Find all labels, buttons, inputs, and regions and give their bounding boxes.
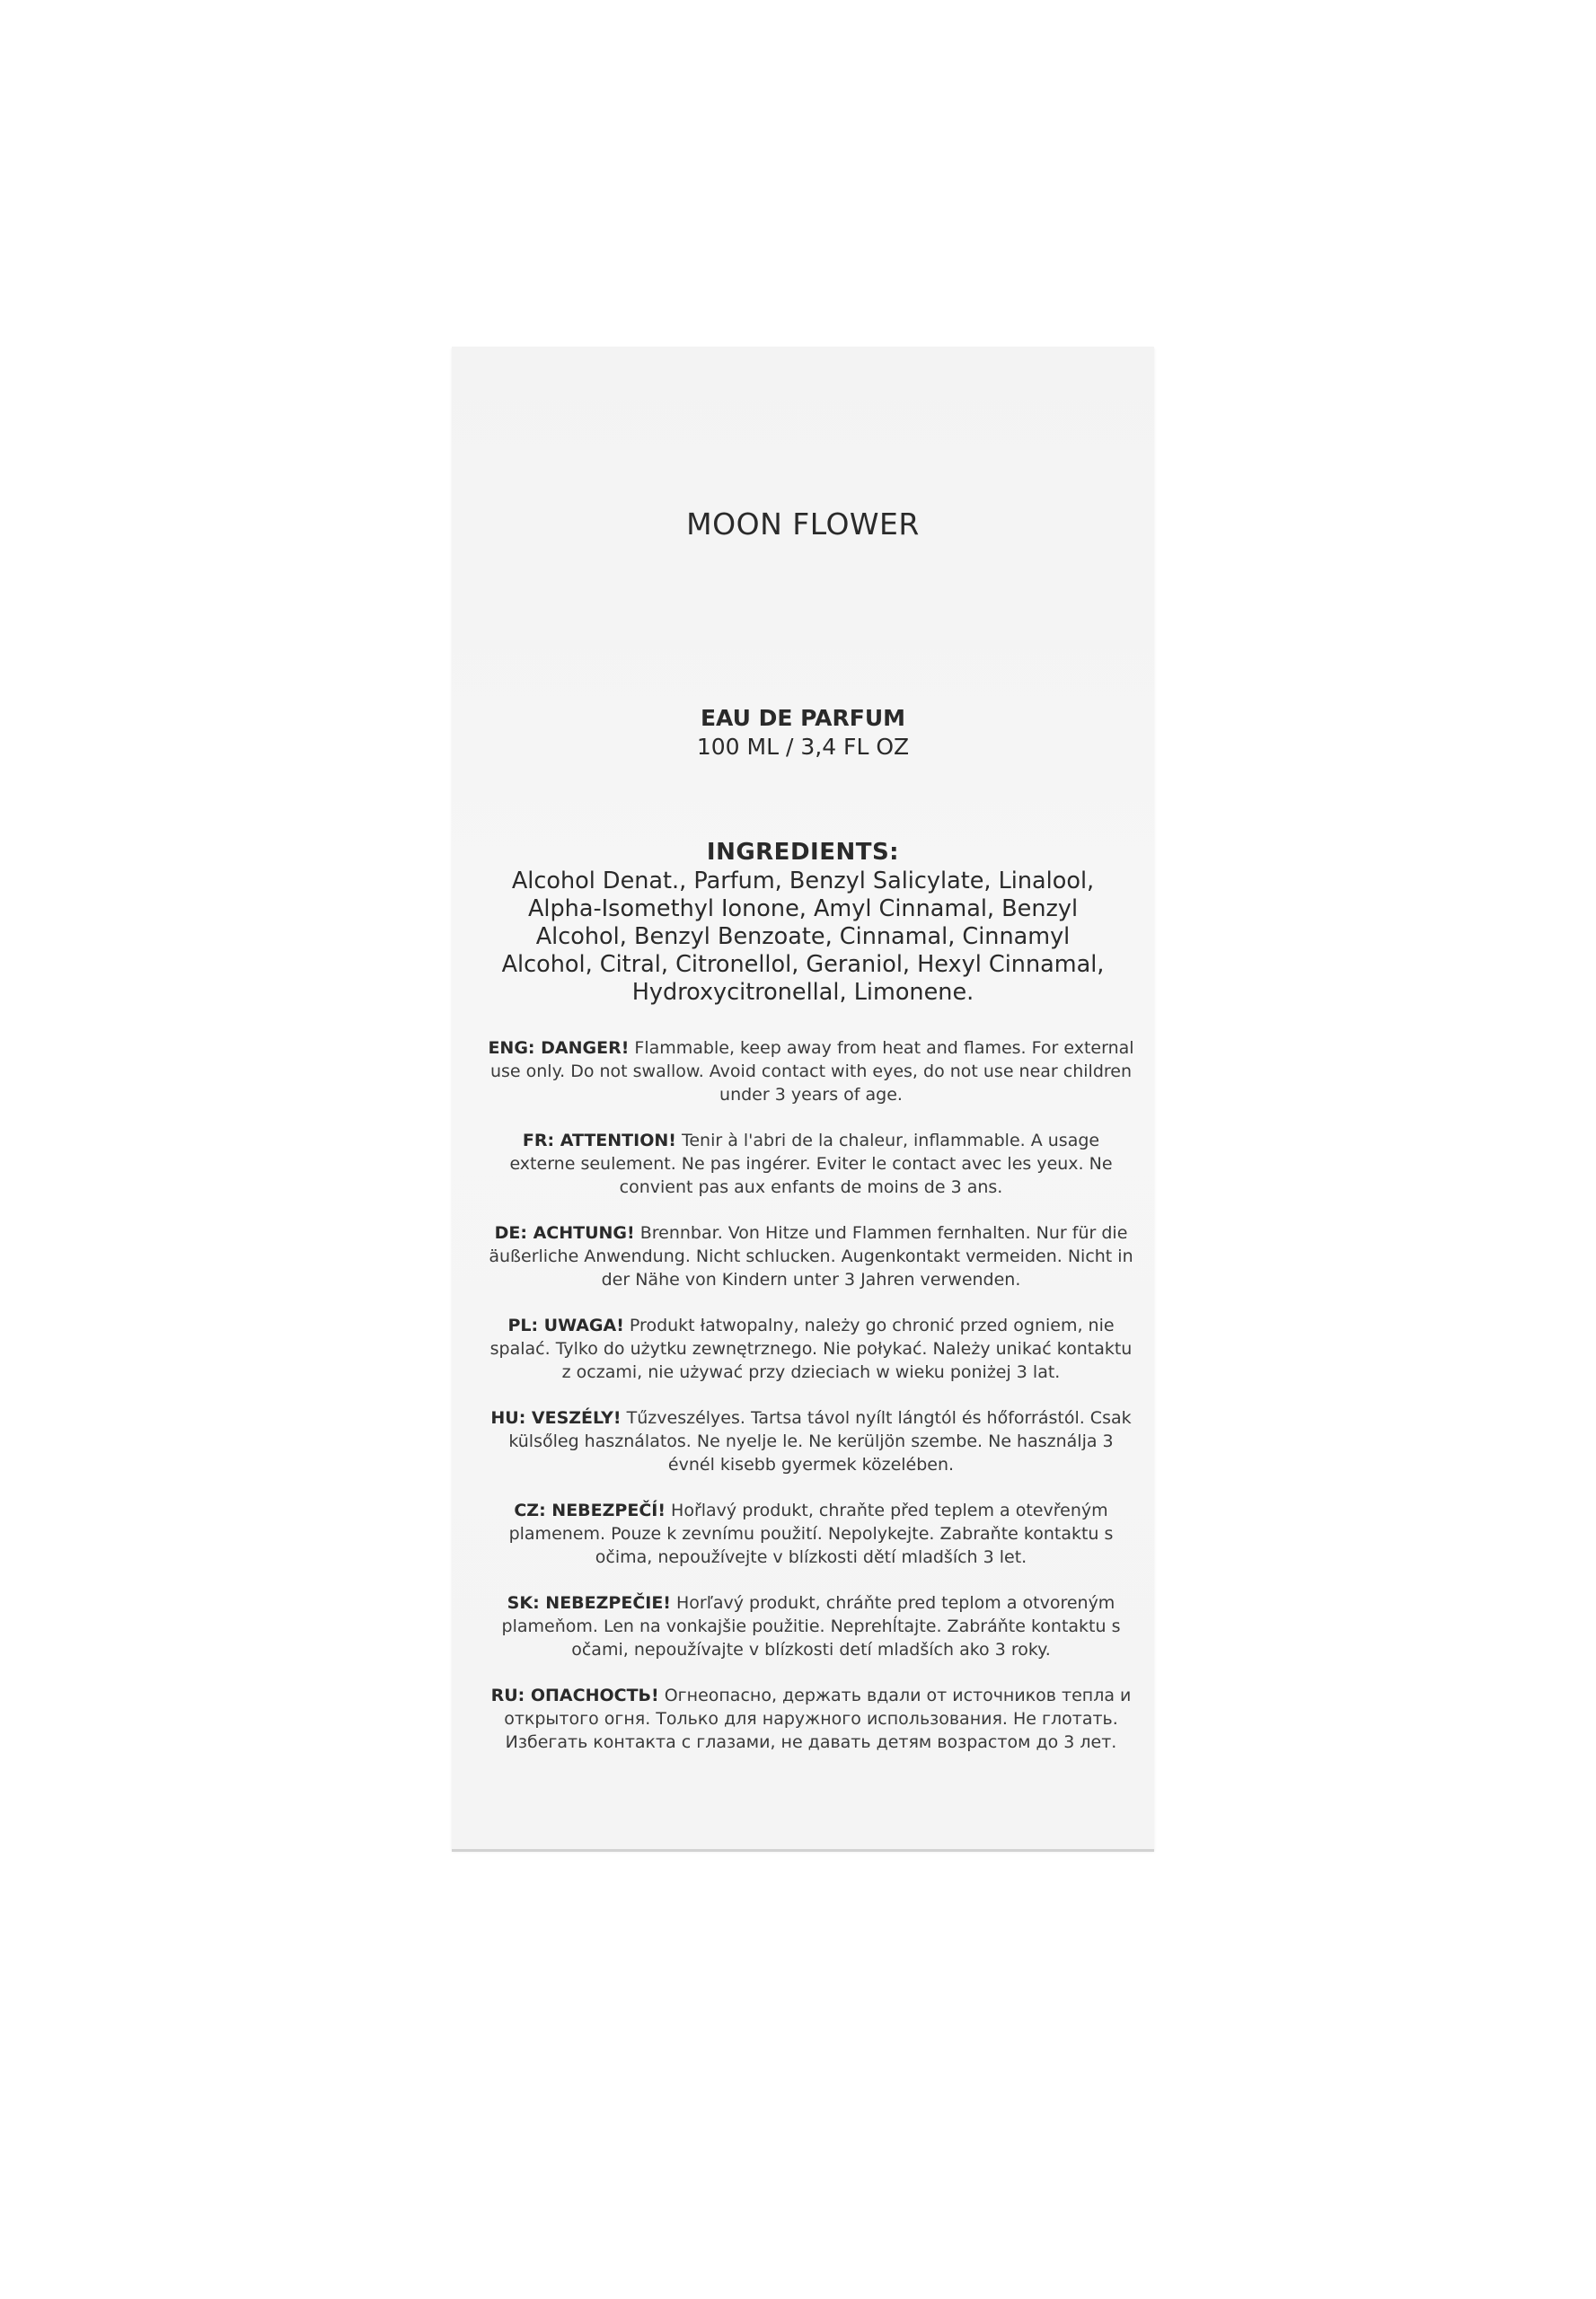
product-volume: 100 ML / 3,4 FL OZ <box>696 734 910 760</box>
product-type: EAU DE PARFUM <box>700 705 906 731</box>
warnings-section <box>488 1036 1134 1776</box>
warning-heading: DE: ACHTUNG! <box>494 1223 635 1243</box>
warning-eng <box>488 1036 1134 1106</box>
warning-de <box>488 1221 1134 1291</box>
warning-heading: FR: ATTENTION! <box>522 1131 676 1150</box>
product-info <box>452 704 1154 762</box>
ingredients-list: Alcohol Denat., Parfum, Benzyl Salicylate, Linalool, Alpha-Isomethyl Ionone, Amyl Cinnamal, Benzyl Alcohol, Benzyl Benzoate, Cinnamal, Cinnamyl Alcohol, Citral, Citronellol, Geraniol, Hexyl Cinnamal, Hydroxycitronellal, Limonene. <box>501 868 1105 1006</box>
warning-fr <box>488 1129 1134 1199</box>
warning-text: Horľavý produkt, chráňte pred teplom a otvoreným plameňom. Len na vonkajšie použitie. Neprehĺtajte. Zabráňte kontaktu s očami, nepoužívajte v blízkosti detí mladších ako 3 roky. <box>501 1593 1121 1660</box>
product-title: MOON FLOWER <box>686 506 920 542</box>
warning-heading: SK: NEBEZPEČIE! <box>507 1593 671 1613</box>
warning-sk <box>488 1591 1134 1661</box>
warning-text: Tűzveszélyes. Tartsa távol nyílt lángtól és hőforrástól. Csak külsőleg használatos. Ne nyelje le. Ne kerüljön szembe. Ne használja 3 évnél kisebb gyermek közelében. <box>508 1408 1132 1475</box>
warning-hu <box>488 1406 1134 1476</box>
warning-text: Brennbar. Von Hitze und Flammen fernhalten. Nur für die äußerliche Anwendung. Nicht schlucken. Augenkontakt vermeiden. Nicht in der Nähe von Kindern unter 3 Jahren verwenden. <box>489 1223 1133 1290</box>
warning-heading: CZ: NEBEZPEČÍ! <box>514 1501 666 1520</box>
warning-pl <box>488 1314 1134 1384</box>
warning-heading: PL: UWAGA! <box>507 1316 624 1335</box>
warning-text: Tenir à l'abri de la chaleur, inflammable. A usage externe seulement. Ne pas ingérer. Eviter le contact avec les yeux. Ne convient pas aux enfants de moins de 3 ans. <box>509 1131 1113 1197</box>
perfume-box-back-panel <box>452 347 1154 1850</box>
warning-text: Hořlavý produkt, chraňte před teplem a otevřeným plamenem. Pouze k zevnímu použití. Nepolykejte. Zabraňte kontaktu s očima, nepoužívejte v blízkosti dětí mladších 3 let. <box>508 1501 1114 1567</box>
warning-heading: HU: VESZÉLY! <box>490 1408 622 1428</box>
warning-text: Produkt łatwopalny, należy go chronić przed ogniem, nie spalać. Tylko do użytku zewnętrznego. Nie połykać. Należy unikać kontaktu z oczami, nie używać przy dzieciach w wieku poniżej 3 lat. <box>489 1316 1133 1382</box>
ingredients-section <box>488 837 1118 1007</box>
warning-text: Flammable, keep away from heat and flames. For external use only. Do not swallow. Avoid contact with eyes, do not use near children under 3 years of age. <box>489 1038 1134 1105</box>
warning-heading: RU: ОПАСНОСТЬ! <box>490 1686 659 1705</box>
warning-heading: ENG: DANGER! <box>488 1038 630 1058</box>
ingredients-heading: INGREDIENTS: <box>706 839 900 866</box>
warning-ru <box>488 1684 1134 1754</box>
warning-cz <box>488 1499 1134 1569</box>
warning-text: Огнеопасно, держать вдали от источников тепла и открытого огня. Только для наружного использования. Не глотать. Избегать контакта с глазами, не давать детям возрастом до 3 лет. <box>504 1686 1132 1752</box>
